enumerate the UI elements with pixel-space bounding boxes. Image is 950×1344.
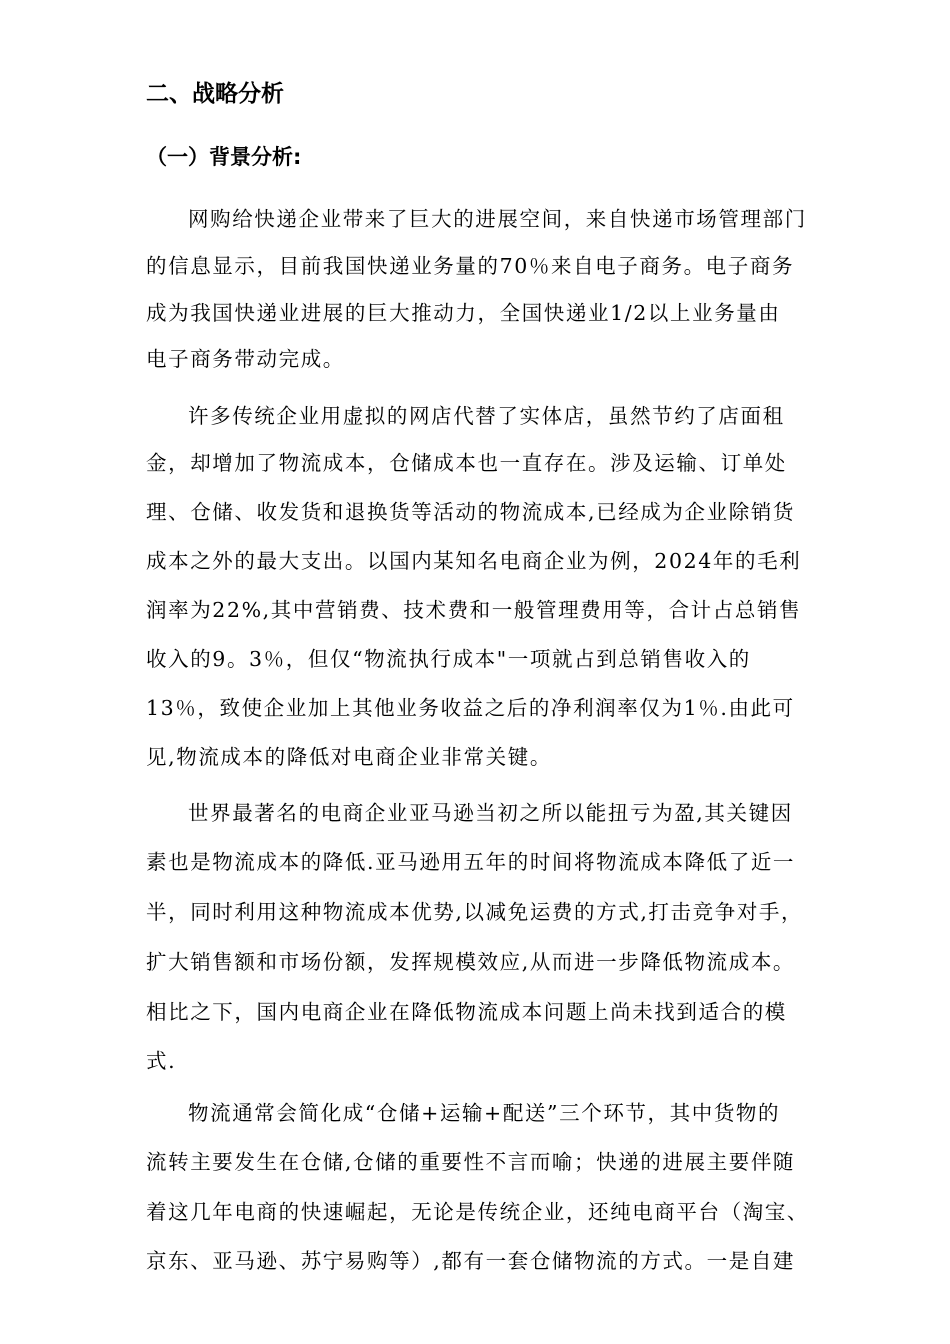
paragraph-line: 网购给快递企业带来了巨大的进展空间，来自快递市场管理部门 bbox=[188, 207, 807, 231]
paragraph-line: 理、仓储、收发货和退换货等活动的物流成本,已经成为企业除销货 bbox=[146, 500, 796, 524]
paragraph-line: 成本之外的最大支出。以国内某知名电商企业为例，2024年的毛利 bbox=[146, 549, 802, 573]
paragraph-line: 着这几年电商的快速崛起，无论是传统企业，还纯电商平台（淘宝、 bbox=[146, 1200, 809, 1224]
paragraph-line: 许多传统企业用虚拟的网店代替了实体店，虽然节约了店面租 bbox=[188, 404, 785, 428]
section-heading: 二、战略分析 bbox=[146, 81, 284, 107]
paragraph-line: 见,物流成本的降低对电商企业非常关键。 bbox=[146, 745, 552, 769]
paragraph-line: 京东、亚马逊、苏宁易购等）,都有一套仓储物流的方式。一是自建 bbox=[146, 1249, 796, 1273]
paragraph-line: 成为我国快递业进展的巨大推动力，全国快递业1/2以上业务量由 bbox=[146, 301, 781, 325]
paragraph-line: 收入的9。3％，但仅“物流执行成本"一项就占到总销售收入的 bbox=[146, 647, 751, 671]
paragraph-line: 式. bbox=[146, 1049, 177, 1073]
paragraph-line: 13％，致使企业加上其他业务收益之后的净利润率仅为1％.由此可 bbox=[146, 696, 795, 720]
paragraph-line: 世界最著名的电商企业亚马逊当初之所以能扭亏为盈,其关键因 bbox=[188, 801, 793, 825]
paragraph-line: 相比之下，国内电商企业在降低物流成本问题上尚未找到适合的模 bbox=[146, 1000, 787, 1024]
paragraph-line: 物流通常会简化成“仓储+运输+配送”三个环节，其中货物的 bbox=[188, 1101, 781, 1125]
paragraph-line: 金，却增加了物流成本，仓储成本也一直存在。涉及运输、订单处 bbox=[146, 451, 787, 475]
paragraph-line: 的信息显示，目前我国快递业务量的70％来自电子商务。电子商务 bbox=[146, 254, 795, 278]
paragraph-line: 流转主要发生在仓储,仓储的重要性不言而喻；快递的进展主要伴随 bbox=[146, 1150, 796, 1174]
subsection-heading: （一）背景分析: bbox=[146, 145, 302, 169]
paragraph-line: 电子商务带动完成。 bbox=[146, 347, 345, 371]
paragraph-line: 润率为22%,其中营销费、技术费和一般管理费用等，合计占总销售 bbox=[146, 598, 802, 622]
paragraph-line: 扩大销售额和市场份额，发挥规模效应,从而进一步降低物流成本。 bbox=[146, 950, 796, 974]
paragraph-line: 半，同时利用这种物流成本优势,以减免运费的方式,打击竞争对手， bbox=[146, 900, 804, 924]
paragraph-line: 素也是物流成本的降低.亚马逊用五年的时间将物流成本降低了近一 bbox=[146, 850, 796, 874]
